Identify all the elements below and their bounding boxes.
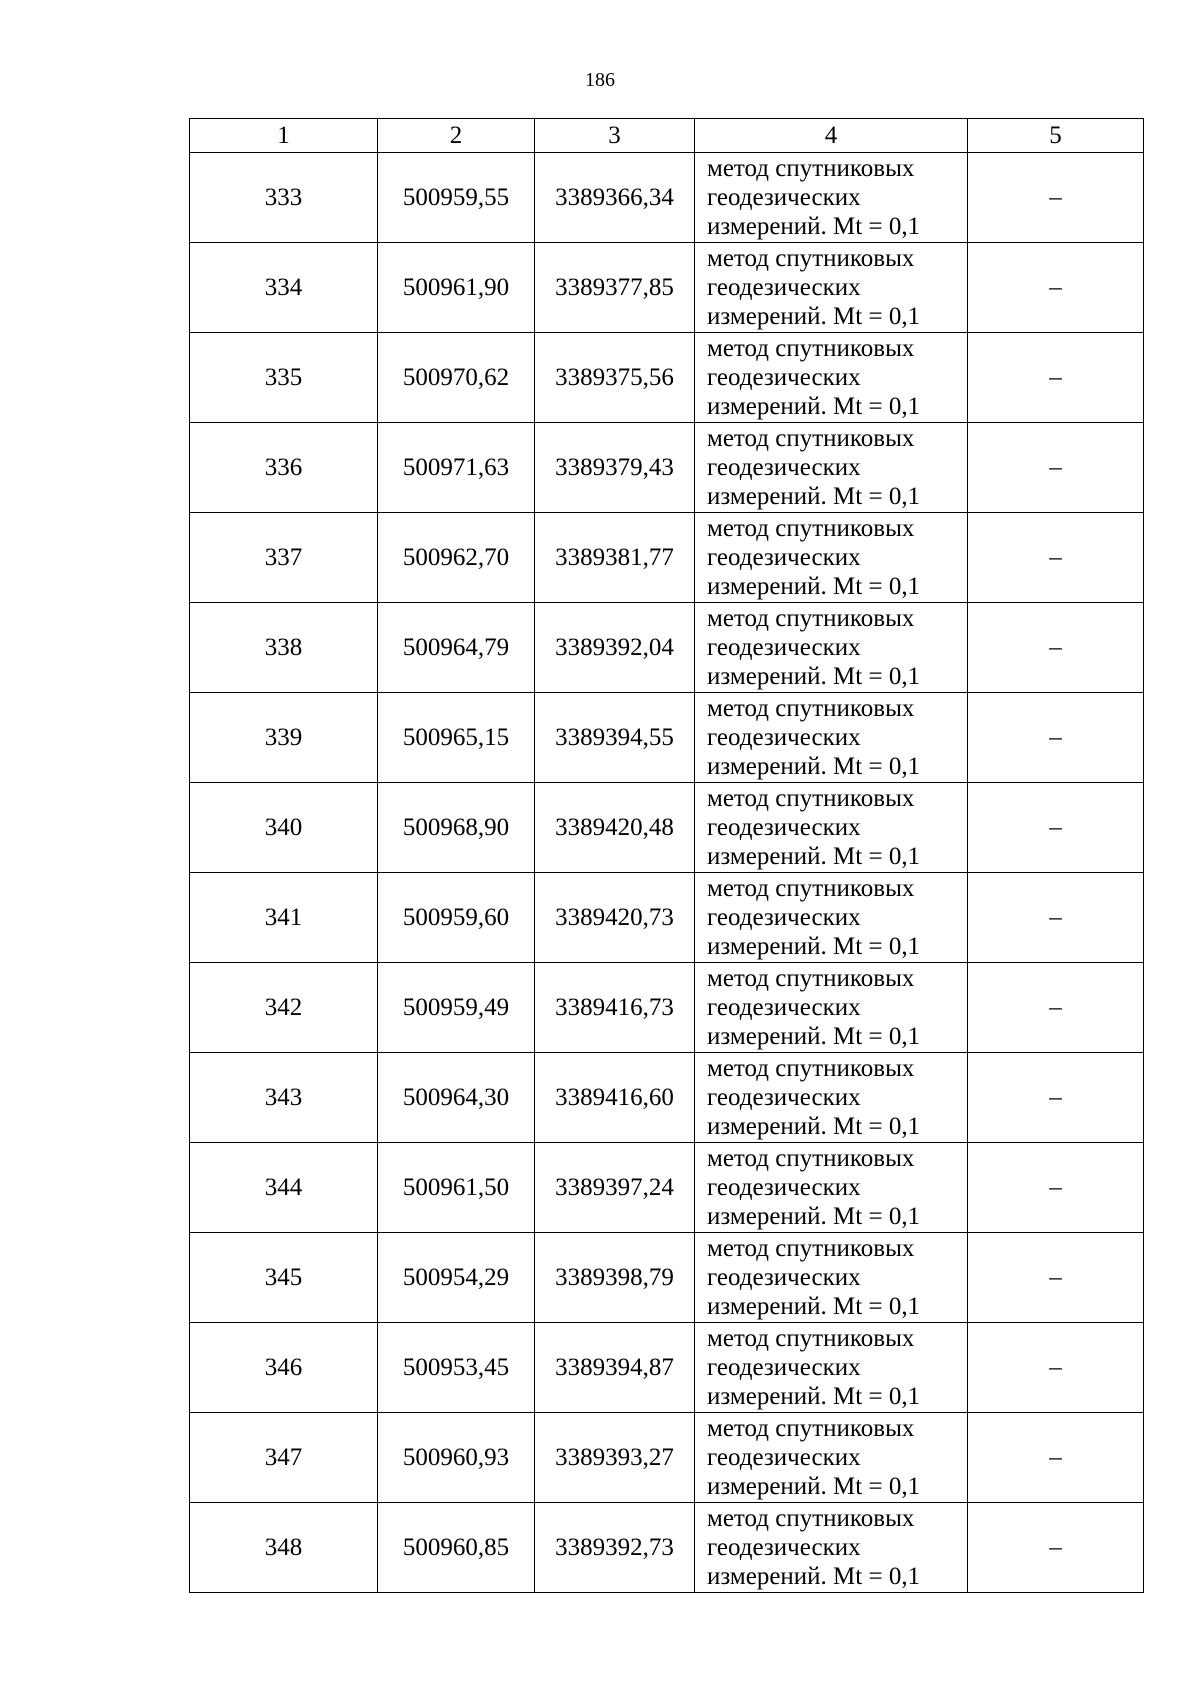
point-number-cell: 337 (190, 513, 378, 603)
note-cell: – (968, 1143, 1144, 1233)
note-cell: – (968, 1323, 1144, 1413)
note-cell: – (968, 513, 1144, 603)
note-cell: – (968, 153, 1144, 243)
y-coordinate-cell: 3389394,87 (535, 1323, 695, 1413)
y-coordinate-cell: 3389394,55 (535, 693, 695, 783)
table-body (190, 153, 1144, 1593)
point-number-cell: 336 (190, 423, 378, 513)
method-cell: метод спутниковых геодезических измерений. Mt = 0,1 (695, 1233, 968, 1323)
note-cell: – (968, 963, 1144, 1053)
table-row (190, 1413, 1144, 1503)
table-row (190, 693, 1144, 783)
page-number: 186 (585, 69, 615, 91)
method-cell: метод спутниковых геодезических измерений. Mt = 0,1 (695, 423, 968, 513)
method-cell: метод спутниковых геодезических измерений. Mt = 0,1 (695, 693, 968, 783)
y-coordinate-cell: 3389381,77 (535, 513, 695, 603)
y-coordinate-cell: 3389398,79 (535, 1233, 695, 1323)
point-number-cell: 343 (190, 1053, 378, 1143)
method-cell: метод спутниковых геодезических измерений. Mt = 0,1 (695, 153, 968, 243)
note-cell: – (968, 243, 1144, 333)
note-cell: – (968, 783, 1144, 873)
note-cell: – (968, 1233, 1144, 1323)
method-cell: метод спутниковых геодезических измерений. Mt = 0,1 (695, 1503, 968, 1593)
y-coordinate-cell: 3389420,73 (535, 873, 695, 963)
y-coordinate-cell: 3389392,04 (535, 603, 695, 693)
table-header (190, 119, 1144, 153)
y-coordinate-cell: 3389420,48 (535, 783, 695, 873)
method-cell: метод спутниковых геодезических измерений. Mt = 0,1 (695, 243, 968, 333)
table-row (190, 423, 1144, 513)
y-coordinate-cell: 3389375,56 (535, 333, 695, 423)
x-coordinate-cell: 500965,15 (378, 693, 535, 783)
header-col-4: 4 (695, 119, 968, 153)
x-coordinate-cell: 500960,93 (378, 1413, 535, 1503)
header-col-5: 5 (968, 119, 1144, 153)
header-col-2: 2 (378, 119, 535, 153)
note-cell: – (968, 873, 1144, 963)
note-cell: – (968, 1053, 1144, 1143)
method-cell: метод спутниковых геодезических измерений. Mt = 0,1 (695, 333, 968, 423)
method-cell: метод спутниковых геодезических измерений. Mt = 0,1 (695, 783, 968, 873)
note-cell: – (968, 1503, 1144, 1593)
coordinates-table (189, 118, 1144, 1593)
point-number-cell: 339 (190, 693, 378, 783)
x-coordinate-cell: 500961,90 (378, 243, 535, 333)
x-coordinate-cell: 500959,49 (378, 963, 535, 1053)
y-coordinate-cell: 3389379,43 (535, 423, 695, 513)
method-cell: метод спутниковых геодезических измерений. Mt = 0,1 (695, 873, 968, 963)
table-row (190, 1143, 1144, 1233)
point-number-cell: 348 (190, 1503, 378, 1593)
note-cell: – (968, 1413, 1144, 1503)
point-number-cell: 333 (190, 153, 378, 243)
x-coordinate-cell: 500954,29 (378, 1233, 535, 1323)
header-row (190, 119, 1144, 153)
point-number-cell: 334 (190, 243, 378, 333)
note-cell: – (968, 423, 1144, 513)
table-row (190, 333, 1144, 423)
x-coordinate-cell: 500953,45 (378, 1323, 535, 1413)
y-coordinate-cell: 3389366,34 (535, 153, 695, 243)
table-row (190, 783, 1144, 873)
y-coordinate-cell: 3389416,60 (535, 1053, 695, 1143)
method-cell: метод спутниковых геодезических измерений. Mt = 0,1 (695, 513, 968, 603)
note-cell: – (968, 333, 1144, 423)
table-row (190, 153, 1144, 243)
point-number-cell: 344 (190, 1143, 378, 1233)
table-row (190, 603, 1144, 693)
table-row (190, 1053, 1144, 1143)
x-coordinate-cell: 500964,79 (378, 603, 535, 693)
point-number-cell: 338 (190, 603, 378, 693)
x-coordinate-cell: 500970,62 (378, 333, 535, 423)
point-number-cell: 341 (190, 873, 378, 963)
table-row (190, 1233, 1144, 1323)
header-col-3: 3 (535, 119, 695, 153)
table-row (190, 513, 1144, 603)
x-coordinate-cell: 500960,85 (378, 1503, 535, 1593)
table-row (190, 1323, 1144, 1413)
point-number-cell: 347 (190, 1413, 378, 1503)
x-coordinate-cell: 500961,50 (378, 1143, 535, 1233)
x-coordinate-cell: 500968,90 (378, 783, 535, 873)
method-cell: метод спутниковых геодезических измерений. Mt = 0,1 (695, 1323, 968, 1413)
method-cell: метод спутниковых геодезических измерений. Mt = 0,1 (695, 1143, 968, 1233)
note-cell: – (968, 693, 1144, 783)
point-number-cell: 340 (190, 783, 378, 873)
y-coordinate-cell: 3389392,73 (535, 1503, 695, 1593)
point-number-cell: 345 (190, 1233, 378, 1323)
point-number-cell: 342 (190, 963, 378, 1053)
x-coordinate-cell: 500962,70 (378, 513, 535, 603)
method-cell: метод спутниковых геодезических измерений. Mt = 0,1 (695, 1413, 968, 1503)
x-coordinate-cell: 500971,63 (378, 423, 535, 513)
x-coordinate-cell: 500964,30 (378, 1053, 535, 1143)
y-coordinate-cell: 3389397,24 (535, 1143, 695, 1233)
x-coordinate-cell: 500959,55 (378, 153, 535, 243)
note-cell: – (968, 603, 1144, 693)
method-cell: метод спутниковых геодезических измерений. Mt = 0,1 (695, 603, 968, 693)
table-row (190, 963, 1144, 1053)
table-row (190, 873, 1144, 963)
header-col-1: 1 (190, 119, 378, 153)
method-cell: метод спутниковых геодезических измерений. Mt = 0,1 (695, 963, 968, 1053)
table-row (190, 243, 1144, 333)
y-coordinate-cell: 3389377,85 (535, 243, 695, 333)
point-number-cell: 335 (190, 333, 378, 423)
table-row (190, 1503, 1144, 1593)
method-cell: метод спутниковых геодезических измерений. Mt = 0,1 (695, 1053, 968, 1143)
x-coordinate-cell: 500959,60 (378, 873, 535, 963)
point-number-cell: 346 (190, 1323, 378, 1413)
y-coordinate-cell: 3389393,27 (535, 1413, 695, 1503)
y-coordinate-cell: 3389416,73 (535, 963, 695, 1053)
